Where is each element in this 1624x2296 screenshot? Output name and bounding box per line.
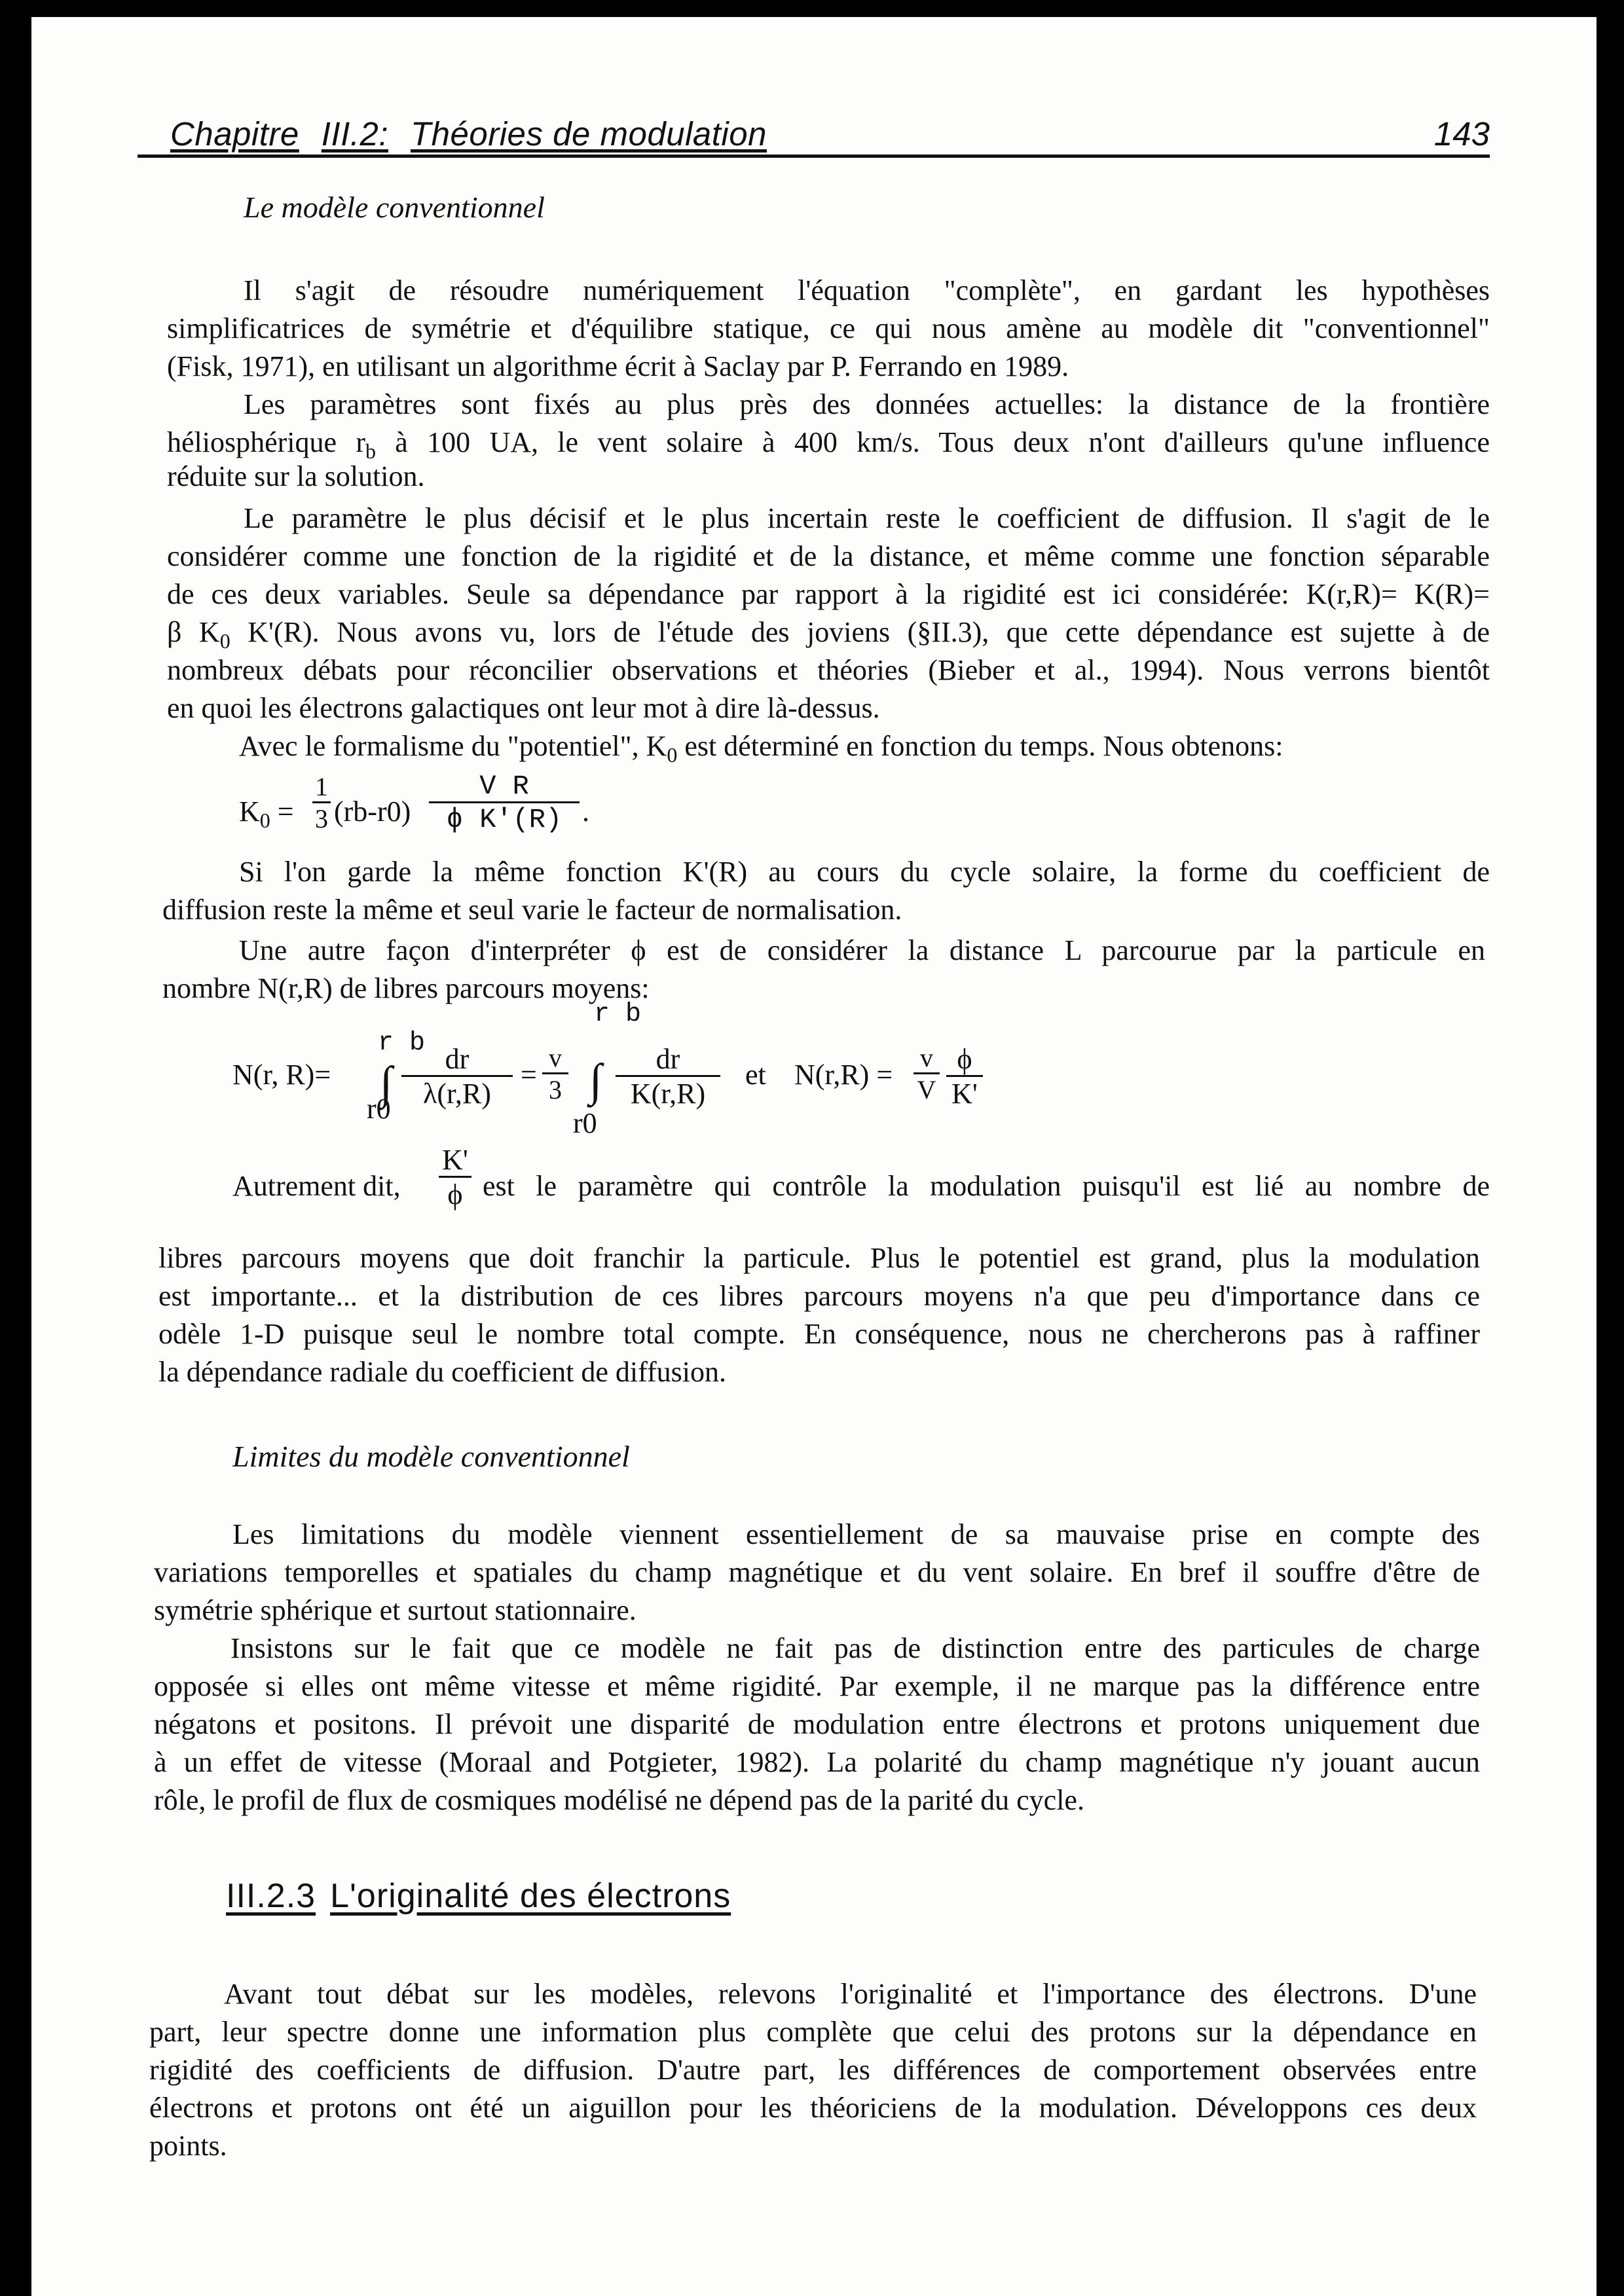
- eq1-period: .: [582, 795, 589, 828]
- integral-sign-icon: ∫: [380, 1058, 393, 1108]
- eq2-frac-2: [542, 1045, 568, 1103]
- paragraph-line: réduite sur la solution.: [167, 460, 425, 492]
- text-run: est déterminé en fonction du temps. Nous obtenons:: [677, 730, 1283, 762]
- eq2-f3-den: K(r,R): [630, 1078, 706, 1110]
- inline-fraction: [439, 1146, 471, 1209]
- eq2-f4-den: V: [917, 1075, 936, 1104]
- paragraph-line: diffusion reste la même et seul varie le facteur de normalisation.: [162, 894, 902, 926]
- subsection-title: Le modèle conventionnel: [244, 191, 545, 224]
- paragraph-line: nombreux débats pour réconcilier observations et théories (Bieber et al., 1994). Nous verrons bientôt: [167, 654, 1490, 686]
- paragraph-line: à un effet de vitesse (Moraal and Potgieter, 1982). La polarité du champ magnétique n'y jouant aucun: [154, 1746, 1480, 1778]
- paragraph-line: de ces deux variables. Seule sa dépendance par rapport à la rigidité est ici considérée: K(r,R)= K(R)=: [167, 578, 1490, 610]
- eq1-equals: =: [270, 795, 294, 828]
- eq1-fraction: [429, 773, 580, 833]
- eq2-f5-num: ϕ: [946, 1045, 983, 1077]
- eq2-upper-limit-2: r b: [594, 1000, 642, 1029]
- section-heading: [226, 1876, 731, 1916]
- eq2-upper-limit-1: r b: [378, 1029, 426, 1058]
- section-title: L'originalité des électrons: [330, 1877, 731, 1915]
- eq2-f3-num: dr: [616, 1045, 720, 1077]
- integral-sign-icon: ∫: [589, 1055, 602, 1106]
- eq1-lhs: [239, 797, 294, 831]
- paragraph-line: nombre N(r,R) de libres parcours moyens:: [162, 972, 650, 1004]
- paragraph-line: électrons et protons ont été un aiguillon pour les théoriciens de la modulation. Développons ces deux: [149, 2092, 1477, 2124]
- paragraph-line: Si l'on garde la même fonction K'(R) au cours du cycle solaire, la forme du coefficient de: [239, 856, 1490, 888]
- paragraph-line: [239, 732, 1283, 765]
- paragraph-line: rôle, le profil de flux de cosmiques modélisé ne dépend pas de la parité du cycle.: [154, 1784, 1084, 1816]
- text-run: à 100 UA, le vent solaire à 400 km/s. Tous deux n'ont d'ailleurs qu'une influence: [376, 426, 1490, 458]
- paragraph-line: odèle 1-D puisque seul le nombre total compte. En conséquence, nous ne chercherons pas à raffiner: [158, 1318, 1480, 1350]
- text-run: Autrement dit,: [232, 1170, 401, 1202]
- subsection-title: Limites du modèle conventionnel: [232, 1440, 630, 1473]
- eq2-f5-den: K': [951, 1078, 978, 1110]
- paragraph-line: Il s'agit de résoudre numériquement l'équation "complète", en gardant les hypothèses: [244, 274, 1490, 306]
- subscript: 0: [219, 629, 231, 653]
- page-number: 143: [1433, 115, 1490, 153]
- chapter-title: Théories de modulation: [411, 115, 767, 153]
- text-run: K'(R). Nous avons vu, lors de l'étude des joviens (§II.3), que cette dépendance est sujette à de: [230, 616, 1490, 648]
- paragraph-line: part, leur spectre donne une information plus complète que celui des protons sur la dépendance en: [149, 2016, 1477, 2048]
- eq2-f1-den: λ(r,R): [423, 1078, 491, 1110]
- paragraph-line: opposée si elles ont même vitesse et même rigidité. Par exemple, il ne marque pas la différence entre: [154, 1670, 1480, 1702]
- paragraph-line: Insistons sur le fait que ce modèle ne fait pas de distinction entre des particules de charge: [231, 1632, 1480, 1664]
- eq2-frac-3: [616, 1045, 720, 1108]
- eq2-f1-num: dr: [401, 1045, 513, 1077]
- paragraph-line: [167, 428, 1490, 462]
- paragraph-line: Les paramètres sont fixés au plus près des données actuelles: la distance de la frontière: [244, 388, 1490, 420]
- inline-frac-num: K': [439, 1146, 471, 1178]
- eq1-third-den: 3: [315, 804, 328, 833]
- eq2-frac-5: [946, 1045, 983, 1108]
- eq2-lower-limit-2: r0: [573, 1107, 597, 1139]
- section-number: III.2.3: [226, 1877, 316, 1915]
- paragraph-line: libres parcours moyens que doit franchir la particule. Plus le potentiel est grand, plus la modulation: [158, 1242, 1480, 1274]
- equation-n: [232, 1002, 1018, 1146]
- eq1-paren: (rb-r0): [334, 795, 411, 828]
- paragraph-line: (Fisk, 1971), en utilisant un algorithme écrit à Saclay par P. Ferrando en 1989.: [167, 350, 1069, 382]
- eq1-sub: 0: [259, 808, 270, 832]
- eq2-frac-1: [401, 1045, 513, 1108]
- paragraph-line: négatons et positons. Il prévoit une disparité de modulation entre électrons et protons uniquement due: [154, 1708, 1480, 1740]
- paragraph-line: Les limitations du modèle viennent essentiellement de sa mauvaise prise en compte des: [232, 1518, 1480, 1550]
- eq1-frac-den: ϕ K'(R): [446, 804, 563, 835]
- paragraph-line: en quoi les électrons galactiques ont leur mot à dire là-dessus.: [167, 692, 880, 724]
- paragraph-line: points.: [149, 2130, 227, 2162]
- paragraph-line: [232, 1144, 1490, 1232]
- eq2-frac-4: [913, 1045, 940, 1103]
- paragraph-line: simplificatrices de symétrie et d'équilibre statique, ce qui nous amène au modèle dit "conventionnel": [167, 312, 1490, 344]
- paragraph-line: la dépendance radiale du coefficient de diffusion.: [158, 1356, 727, 1388]
- paragraph-line: Le paramètre le plus décisif et le plus incertain reste le coefficient de diffusion. Il s'agit de le: [244, 502, 1490, 534]
- eq2-lower-limit-1: r0: [367, 1093, 391, 1125]
- eq1-k: K: [239, 795, 260, 828]
- text-run: héliosphérique r: [167, 426, 365, 458]
- paragraph-line: Avant tout débat sur les modèles, relevons l'originalité et l'importance des électrons. D'une: [224, 1978, 1477, 2010]
- eq2-et: et: [745, 1059, 766, 1091]
- paragraph-line: [167, 618, 1490, 651]
- chapter-label: Chapitre: [170, 115, 299, 153]
- eq2-lhs: N(r, R)=: [232, 1059, 331, 1091]
- paragraph-line: variations temporelles et spatiales du champ magnétique et du vent solaire. En bref il souffre d'être de: [154, 1556, 1480, 1588]
- chapter-number: III.2:: [321, 115, 388, 153]
- inline-frac-den: ϕ: [447, 1178, 463, 1211]
- equation-k0: [239, 773, 606, 838]
- text-run: β K: [167, 616, 220, 648]
- eq2-f4-num: v: [913, 1045, 940, 1074]
- text-run: Avec le formalisme du "potentiel", K: [239, 730, 667, 762]
- subscript: 0: [667, 742, 678, 767]
- eq2-rhs-lhs: N(r,R) =: [794, 1059, 893, 1091]
- eq2-f2-den: 3: [549, 1075, 562, 1104]
- running-header: [138, 96, 1490, 158]
- eq1-frac-num: V R: [429, 773, 580, 803]
- subscript: b: [365, 439, 376, 463]
- eq1-third-num: 1: [312, 774, 331, 803]
- text-run: est le paramètre qui contrôle la modulation puisqu'il est lié au nombre de: [483, 1170, 1490, 1202]
- eq2-equals: =: [521, 1059, 537, 1091]
- chapter-heading: [170, 115, 767, 153]
- paragraph-line: rigidité des coefficients de diffusion. D'autre part, les différences de comportement observées entre: [149, 2054, 1477, 2086]
- paragraph-line: est importante... et la distribution de ces libres parcours moyens n'a que peu d'importance dans ce: [158, 1280, 1480, 1312]
- eq1-third: [312, 774, 331, 832]
- paragraph-line: considérer comme une fonction de la rigidité et de la distance, et même comme une fonction séparable: [167, 540, 1490, 572]
- paragraph-line: Une autre façon d'interpréter ϕ est de considérer la distance L parcourue par la particule en: [239, 934, 1485, 966]
- eq2-f2-num: v: [542, 1045, 568, 1074]
- paragraph-line: symétrie sphérique et surtout stationnaire.: [154, 1594, 637, 1626]
